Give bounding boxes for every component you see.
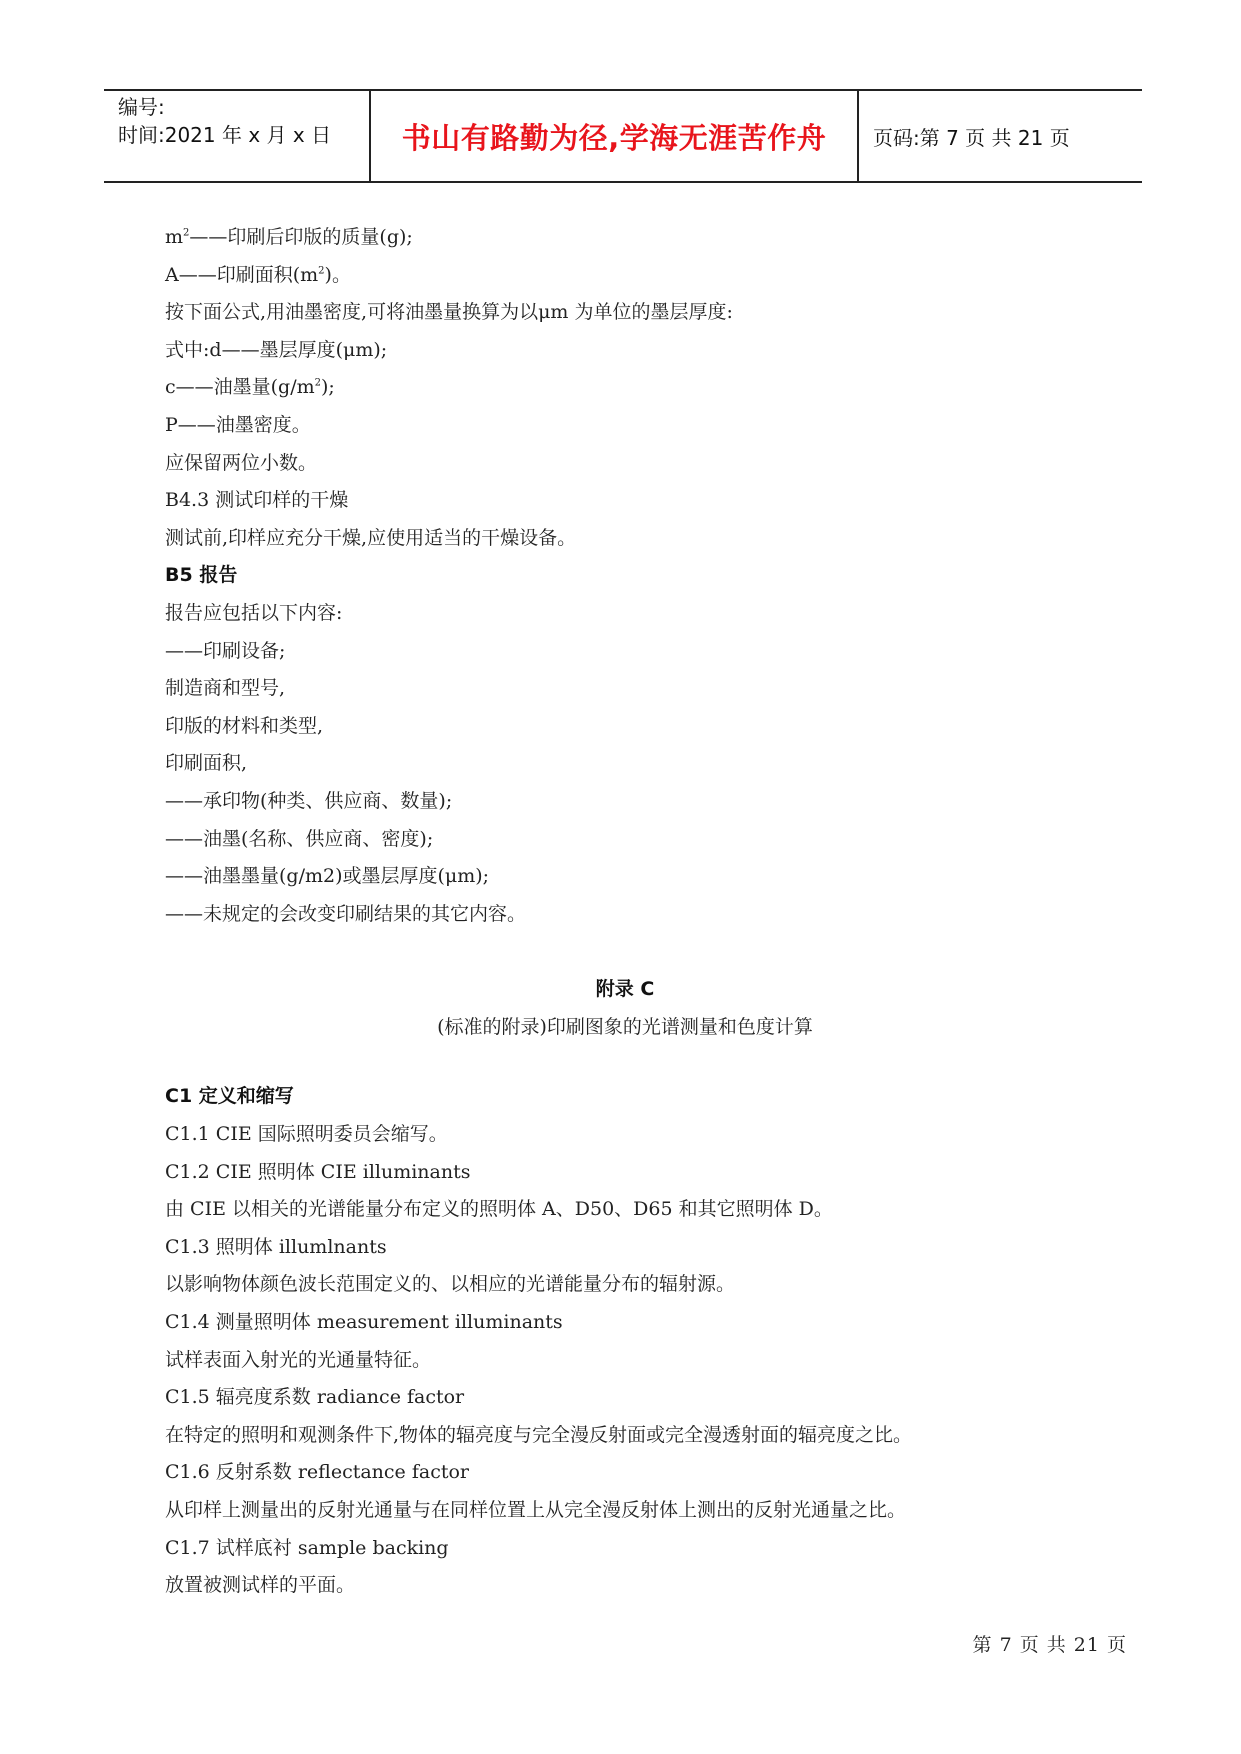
definition-term: C1.7 试样底衬 sample backing — [165, 1536, 449, 1559]
list-item: ——承印物(种类、供应商、数量); — [165, 789, 453, 812]
definition-text: 放置被测试样的平面。 — [165, 1574, 356, 1597]
definition-term: C1.6 反射系数 reflectance factor — [165, 1461, 470, 1484]
definition-term: C1.1 CIE 国际照明委员会缩写。 — [165, 1123, 448, 1146]
header-motto: 书山有路勤为径,学海无涯苦作舟 — [401, 120, 827, 155]
document-body — [165, 219, 1125, 1605]
text-line-drying: 测试前,印样应充分干燥,应使用适当的干燥设备。 — [165, 526, 577, 549]
appendix-title: 附录 C — [595, 978, 655, 1001]
header-meta-cell — [104, 91, 369, 181]
definition-text: 从印样上测量出的反射光通量与在同样位置上从完全漫反射体上测出的反射光通量之比。 — [165, 1499, 907, 1521]
list-item: ——印刷设备; — [165, 639, 286, 662]
header-page-cell — [859, 91, 1142, 181]
definition-text: 由 CIE 以相关的光谱能量分布定义的照明体 A、D50、D65 和其它照明体 D。 — [165, 1198, 833, 1221]
list-item: ——油墨(名称、供应商、密度); — [165, 827, 434, 850]
text-line-report-intro: 报告应包括以下内容: — [165, 601, 343, 624]
appendix-subtitle: (标准的附录)印刷图象的光谱测量和色度计算 — [437, 1015, 813, 1038]
text-line-m2: $m^2——$印刷后印版的质量(g); — [165, 226, 413, 248]
spacer — [165, 933, 1125, 971]
list-item: ——油墨墨量(g/m2)或墨层厚度(μm); — [165, 865, 490, 888]
list-item: 印刷面积, — [165, 752, 248, 775]
section-c1-heading: C1 定义和缩写 — [165, 1085, 294, 1108]
text-line-where-d: 式中:d——墨层厚度(μm); — [165, 338, 388, 361]
definition-term: C1.5 辐亮度系数 radiance factor — [165, 1386, 465, 1409]
header-motto-cell — [369, 91, 859, 181]
definition-text: 试样表面入射光的光通量特征。 — [165, 1348, 432, 1371]
header-page-number: 页码:第 7 页 共 21 页 — [873, 125, 1070, 150]
section-b5-heading: B5 报告 — [165, 564, 238, 587]
list-item: 制造商和型号, — [165, 677, 286, 700]
spacer — [165, 1046, 1125, 1078]
text-line-formula-intro: 按下面公式,用油墨密度,可将油墨量换算为以μm 为单位的墨层厚度: — [165, 301, 733, 324]
text-line-ink-density: P——油墨密度。 — [165, 413, 311, 436]
section-b4-3-title: B4.3 测试印样的干燥 — [165, 489, 349, 512]
definition-term: C1.2 CIE 照明体 CIE illuminants — [165, 1160, 471, 1183]
list-item: 印版的材料和类型, — [165, 714, 324, 737]
page-header-table — [104, 89, 1142, 183]
list-item: ——未规定的会改变印刷结果的其它内容。 — [165, 902, 527, 925]
definition-text: 以影响物体颜色波长范围定义的、以相应的光谱能量分布的辐射源。 — [165, 1273, 736, 1296]
definition-term: C1.4 测量照明体 measurement illuminants — [165, 1311, 563, 1334]
text-line-decimals: 应保留两位小数。 — [165, 451, 318, 474]
definition-term: C1.3 照明体 illumlnants — [165, 1235, 387, 1258]
page-footer-number: 第 7 页 共 21 页 — [972, 1634, 1127, 1656]
definition-text: 在特定的照明和观测条件下,物体的辐亮度与完全漫反射面或完全漫透射面的辐亮度之比。 — [165, 1423, 913, 1446]
text-line-ink-amount: c——油墨量$(g/m^2)$; — [165, 376, 335, 399]
document-time-label: 时间:2021 年 x 月 x 日 — [118, 123, 332, 147]
text-line-area: A——印刷面积$(m^2)$。 — [165, 263, 351, 286]
document-number-label: 编号: — [118, 95, 165, 119]
